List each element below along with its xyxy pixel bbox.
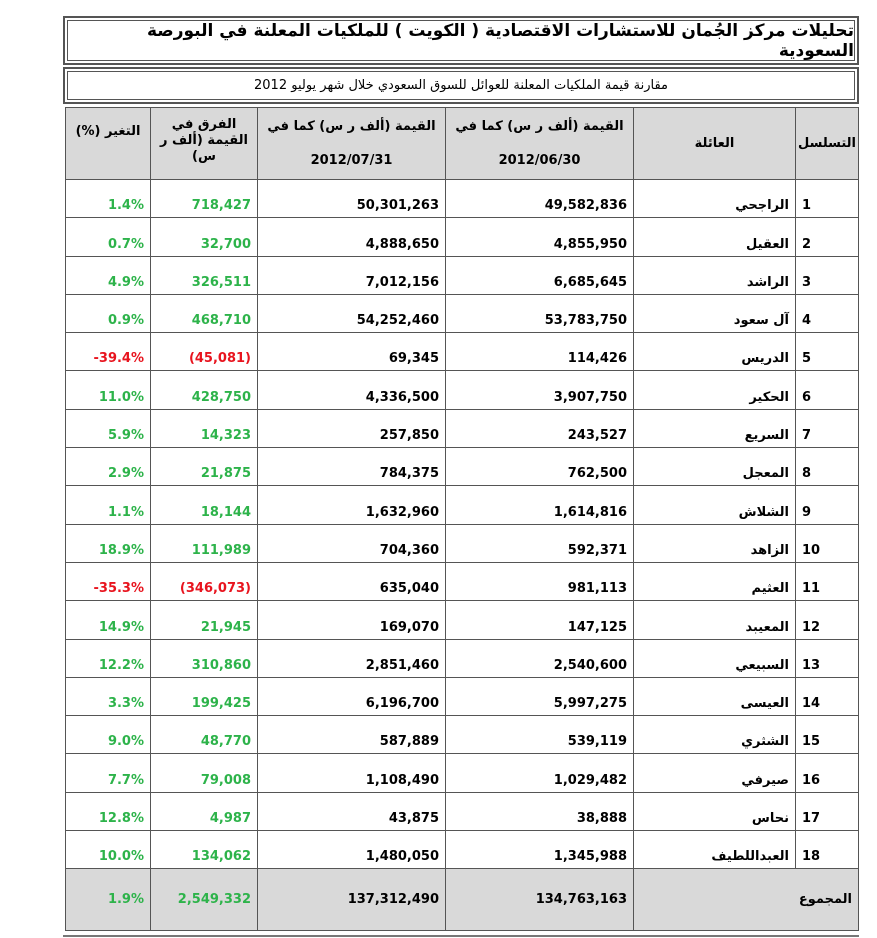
- value-june-cell: 4,855,950: [446, 218, 634, 256]
- table-row: [66, 754, 859, 792]
- serial-cell: 5: [796, 333, 859, 371]
- value-june-cell: 5,997,275: [446, 677, 634, 715]
- header-serial: التسلسل: [796, 108, 859, 180]
- total-change: 1.9%: [66, 869, 151, 931]
- value-july-cell: 587,889: [258, 716, 446, 754]
- change-cell: 1.1%: [66, 486, 151, 524]
- table-row: [66, 601, 859, 639]
- value-june-cell: 6,685,645: [446, 256, 634, 294]
- serial-cell: 9: [796, 486, 859, 524]
- value-june-cell: 38,888: [446, 792, 634, 830]
- value-june-cell: 3,907,750: [446, 371, 634, 409]
- family-name-cell: العبداللطيف: [634, 831, 796, 869]
- header-family: العائلة: [634, 108, 796, 180]
- serial-cell: 7: [796, 409, 859, 447]
- family-name-cell: الراشد: [634, 256, 796, 294]
- difference-cell: 111,989: [151, 524, 258, 562]
- table-row: [66, 371, 859, 409]
- value-june-cell: 1,029,482: [446, 754, 634, 792]
- family-name-cell: الدريس: [634, 333, 796, 371]
- difference-cell: 718,427: [151, 180, 258, 218]
- change-cell: 12.8%: [66, 792, 151, 830]
- value-july-cell: 635,040: [258, 562, 446, 600]
- difference-cell: 21,875: [151, 448, 258, 486]
- serial-cell: 8: [796, 448, 859, 486]
- table-row: [66, 409, 859, 447]
- serial-cell: 13: [796, 639, 859, 677]
- table-row: [66, 448, 859, 486]
- table-row: [66, 486, 859, 524]
- change-cell: 3.3%: [66, 677, 151, 715]
- total-difference: 2,549,332: [151, 869, 258, 931]
- value-june-cell: 1,345,988: [446, 831, 634, 869]
- family-name-cell: العقيل: [634, 218, 796, 256]
- table-row: [66, 180, 859, 218]
- family-name-cell: نحاس: [634, 792, 796, 830]
- serial-cell: 14: [796, 677, 859, 715]
- value-july-cell: 69,345: [258, 333, 446, 371]
- table-row: [66, 639, 859, 677]
- value-july-cell: 1,108,490: [258, 754, 446, 792]
- serial-cell: 15: [796, 716, 859, 754]
- value-july-cell: 7,012,156: [258, 256, 446, 294]
- difference-cell: 326,511: [151, 256, 258, 294]
- difference-cell: (45,081): [151, 333, 258, 371]
- table-row: [66, 831, 859, 869]
- change-cell: 12.2%: [66, 639, 151, 677]
- table-header-row: [66, 108, 859, 180]
- value-june-cell: 2,540,600: [446, 639, 634, 677]
- value-june-cell: 53,783,750: [446, 294, 634, 332]
- value-june-cell: 539,119: [446, 716, 634, 754]
- value-july-cell: 43,875: [258, 792, 446, 830]
- family-name-cell: صيرفي: [634, 754, 796, 792]
- value-june-cell: 981,113: [446, 562, 634, 600]
- value-june-cell: 114,426: [446, 333, 634, 371]
- report-subtitle: مقارنة قيمة الملكيات المعلنة للعوائل للسوق السعودي خلال شهر يوليو 2012: [67, 71, 855, 100]
- difference-cell: 21,945: [151, 601, 258, 639]
- family-name-cell: العثيم: [634, 562, 796, 600]
- family-name-cell: السبيعي: [634, 639, 796, 677]
- table-row: [66, 677, 859, 715]
- serial-cell: 12: [796, 601, 859, 639]
- change-cell: 14.9%: [66, 601, 151, 639]
- change-cell: 10.0%: [66, 831, 151, 869]
- serial-cell: 4: [796, 294, 859, 332]
- difference-cell: (346,073): [151, 562, 258, 600]
- ownership-table: [65, 107, 859, 931]
- family-name-cell: الحكير: [634, 371, 796, 409]
- change-cell: -39.4%: [66, 333, 151, 371]
- total-value-july: 137,312,490: [258, 869, 446, 931]
- total-row: [66, 869, 859, 931]
- change-cell: -35.3%: [66, 562, 151, 600]
- table-row: [66, 716, 859, 754]
- value-july-cell: 6,196,700: [258, 677, 446, 715]
- family-name-cell: آل سعود: [634, 294, 796, 332]
- serial-cell: 10: [796, 524, 859, 562]
- difference-cell: 32,700: [151, 218, 258, 256]
- value-july-cell: 784,375: [258, 448, 446, 486]
- serial-cell: 18: [796, 831, 859, 869]
- table-row: [66, 333, 859, 371]
- family-name-cell: المعجل: [634, 448, 796, 486]
- family-name-cell: السريع: [634, 409, 796, 447]
- difference-cell: 48,770: [151, 716, 258, 754]
- family-name-cell: الشثري: [634, 716, 796, 754]
- difference-cell: 79,008: [151, 754, 258, 792]
- value-july-cell: 257,850: [258, 409, 446, 447]
- header-value-july: القيمة (ألف ر س) كما في 2012/07/31: [258, 108, 446, 180]
- value-june-cell: 762,500: [446, 448, 634, 486]
- change-cell: 2.9%: [66, 448, 151, 486]
- header-difference: الفرق في القيمة (ألف ر س): [151, 108, 258, 180]
- value-june-cell: 1,614,816: [446, 486, 634, 524]
- serial-cell: 6: [796, 371, 859, 409]
- subtitle-box: [63, 67, 859, 104]
- total-value-june: 134,763,163: [446, 869, 634, 931]
- family-name-cell: العيسى: [634, 677, 796, 715]
- value-july-cell: 50,301,263: [258, 180, 446, 218]
- change-cell: 0.9%: [66, 294, 151, 332]
- value-july-cell: 169,070: [258, 601, 446, 639]
- family-name-cell: الشلاش: [634, 486, 796, 524]
- table-row: [66, 562, 859, 600]
- family-name-cell: المعيبد: [634, 601, 796, 639]
- bottom-divider: [63, 935, 859, 937]
- report-title: تحليلات مركز الجُمان للاستشارات الاقتصادية ( الكويت ) للملكيات المعلنة في البورصة السعودية: [67, 20, 855, 61]
- value-july-cell: 2,851,460: [258, 639, 446, 677]
- serial-cell: 17: [796, 792, 859, 830]
- serial-cell: 16: [796, 754, 859, 792]
- value-july-cell: 704,360: [258, 524, 446, 562]
- total-label: المجموع: [634, 869, 859, 931]
- table-row: [66, 792, 859, 830]
- change-cell: 1.4%: [66, 180, 151, 218]
- difference-cell: 4,987: [151, 792, 258, 830]
- family-name-cell: الزاهد: [634, 524, 796, 562]
- value-june-cell: 147,125: [446, 601, 634, 639]
- difference-cell: 468,710: [151, 294, 258, 332]
- change-cell: 5.9%: [66, 409, 151, 447]
- difference-cell: 199,425: [151, 677, 258, 715]
- serial-cell: 2: [796, 218, 859, 256]
- difference-cell: 18,144: [151, 486, 258, 524]
- serial-cell: 11: [796, 562, 859, 600]
- change-cell: 9.0%: [66, 716, 151, 754]
- value-july-cell: 4,336,500: [258, 371, 446, 409]
- difference-cell: 134,062: [151, 831, 258, 869]
- header-change: التغير (%): [66, 108, 151, 180]
- value-july-cell: 1,632,960: [258, 486, 446, 524]
- family-name-cell: الراجحي: [634, 180, 796, 218]
- table-row: [66, 218, 859, 256]
- change-cell: 11.0%: [66, 371, 151, 409]
- change-cell: 7.7%: [66, 754, 151, 792]
- change-cell: 4.9%: [66, 256, 151, 294]
- table-row: [66, 294, 859, 332]
- difference-cell: 428,750: [151, 371, 258, 409]
- serial-cell: 3: [796, 256, 859, 294]
- serial-cell: 1: [796, 180, 859, 218]
- value-june-cell: 243,527: [446, 409, 634, 447]
- value-july-cell: 1,480,050: [258, 831, 446, 869]
- title-box: [63, 16, 859, 65]
- value-july-cell: 54,252,460: [258, 294, 446, 332]
- table-row: [66, 256, 859, 294]
- value-june-cell: 49,582,836: [446, 180, 634, 218]
- table-row: [66, 524, 859, 562]
- change-cell: 0.7%: [66, 218, 151, 256]
- value-june-cell: 592,371: [446, 524, 634, 562]
- difference-cell: 14,323: [151, 409, 258, 447]
- change-cell: 18.9%: [66, 524, 151, 562]
- value-july-cell: 4,888,650: [258, 218, 446, 256]
- header-value-june: القيمة (ألف ر س) كما في 2012/06/30: [446, 108, 634, 180]
- difference-cell: 310,860: [151, 639, 258, 677]
